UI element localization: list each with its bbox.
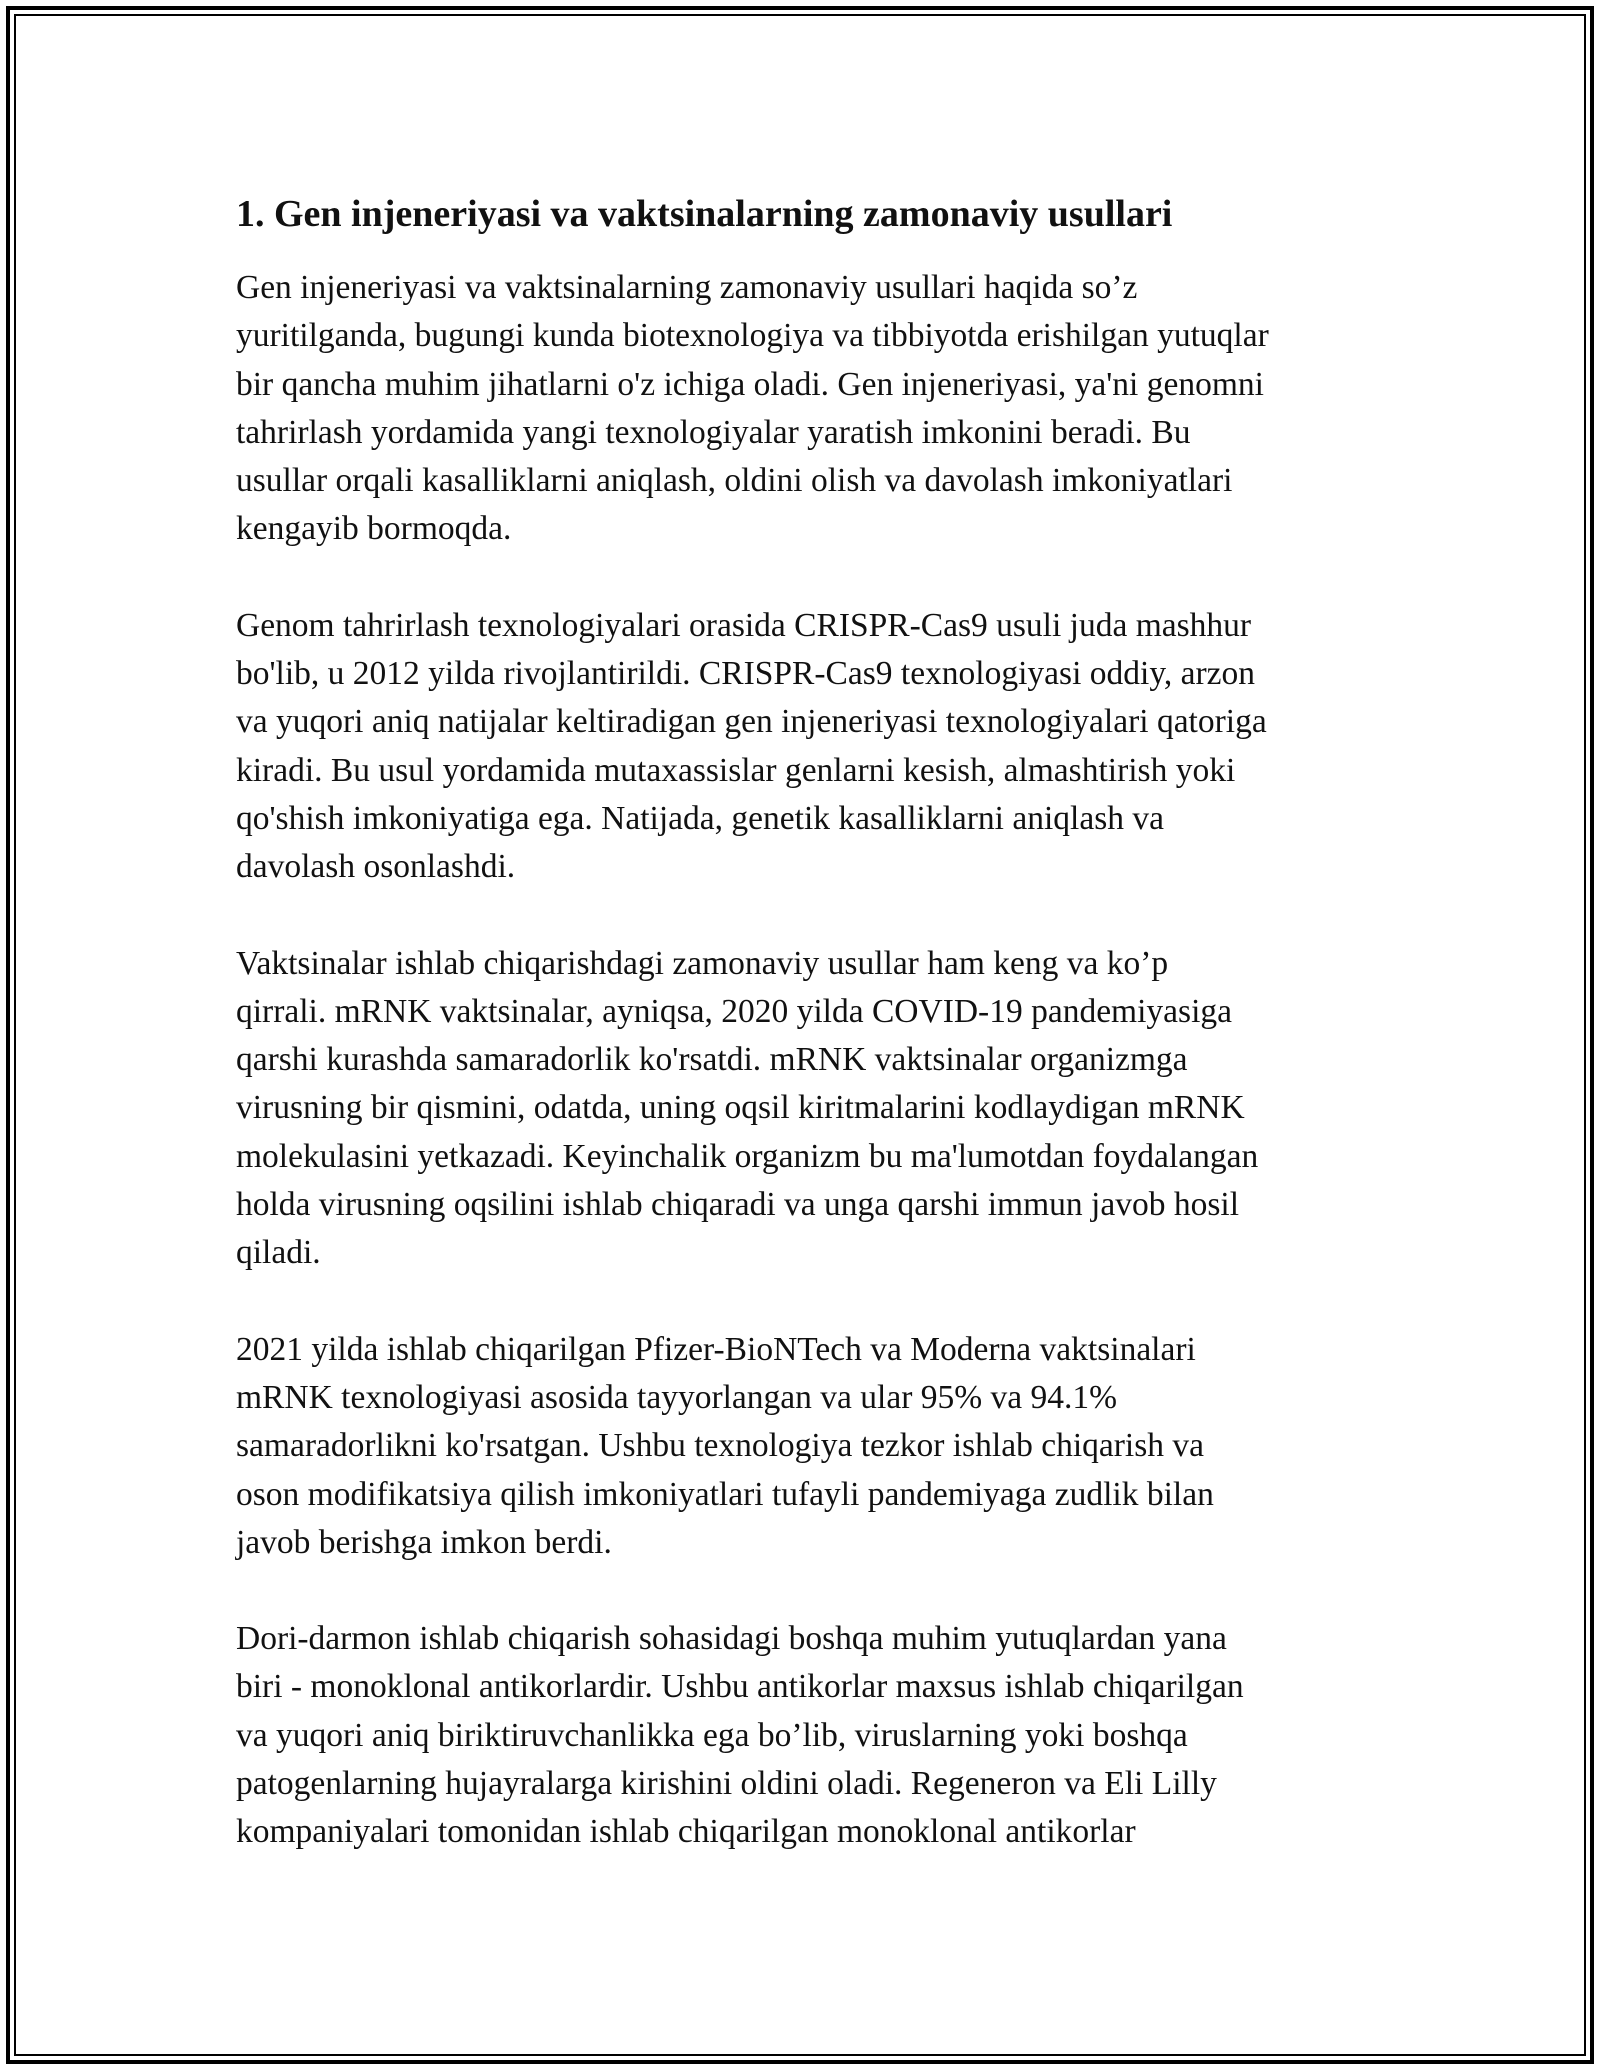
- text-line: 2021 yilda ishlab chiqarilgan Pfizer-BioNTech va Moderna vaktsinalari: [236, 1330, 1196, 1368]
- text-line: Vaktsinalar ishlab chiqarishdagi zamonaviy usullar ham keng va ko’p: [236, 944, 1169, 982]
- text-line: javob berishga imkon berdi.: [236, 1523, 612, 1561]
- document-body: [236, 186, 1376, 1905]
- text-line: va yuqori aniq natijalar keltiradigan gen injeneriyasi texnologiyalari qatoriga: [236, 703, 1267, 741]
- text-line: virusning bir qismini, odatda, uning oqsil kiritmalarini kodlaydigan mRNK: [236, 1089, 1245, 1127]
- text-line: usullar orqali kasalliklarni aniqlash, oldini olish va davolash imkoniyatlari: [236, 462, 1233, 500]
- text-line: holda virusning oqsilini ishlab chiqaradi va unga qarshi immun javob hosil: [236, 1186, 1240, 1224]
- text-line: Gen injeneriyasi va vaktsinalarning zamonaviy usullari haqida so’z: [236, 269, 1138, 306]
- text-line: qiladi.: [236, 1234, 321, 1272]
- text-line: samaradorlikni ko'rsatgan. Ushbu texnologiya tezkor ishlab chiqarish va: [236, 1427, 1204, 1465]
- text-line: qo'shish imkoniyatiga ega. Natijada, genetik kasalliklarni aniqlash va: [236, 799, 1164, 837]
- paragraph-crispr: [236, 602, 1376, 892]
- text-line: qirrali. mRNK vaktsinalar, ayniqsa, 2020 yilda COVID-19 pandemiyasiga: [236, 992, 1233, 1030]
- paragraph-mrna-vaccines: [236, 940, 1376, 1278]
- text-line: kiradi. Bu usul yordamida mutaxassislar genlarni kesish, almashtirish yoki: [236, 751, 1236, 789]
- text-line: molekulasini yetkazadi. Keyinchalik organizm bu ma'lumotdan foydalangan: [236, 1137, 1259, 1175]
- section-heading: 1. Gen injeneriyasi va vaktsinalarning zamonaviy usullari: [236, 193, 1173, 235]
- paragraph-gene-engineering-intro: [236, 264, 1376, 554]
- text-line: bo'lib, u 2012 yilda rivojlantirildi. CRISPR-Cas9 texnologiyasi oddiy, arzon: [236, 655, 1256, 693]
- text-line: bir qancha muhim jihatlarni o'z ichiga oladi. Gen injeneriyasi, ya'ni genomni: [236, 365, 1264, 403]
- text-line: patogenlarning hujayralarga kirishini oldini oladi. Regeneron va Eli Lilly: [236, 1765, 1217, 1803]
- text-line: kompaniyalari tomonidan ishlab chiqarilgan monoklonal antikorlar: [236, 1813, 1136, 1851]
- paragraph-monoclonal-antibodies: [236, 1615, 1376, 1856]
- text-line: va yuqori aniq biriktiruvchanlikka ega bo’lib, viruslarning yoki boshqa: [236, 1716, 1188, 1754]
- text-line: mRNK texnologiyasi asosida tayyorlangan va ular 95% va 94.1%: [236, 1378, 1118, 1416]
- text-line: kengayib bormoqda.: [236, 510, 512, 548]
- text-line: qarshi kurashda samaradorlik ko'rsatdi. mRNK vaktsinalar organizmga: [236, 1041, 1188, 1079]
- text-line: davolash osonlashdi.: [236, 848, 516, 886]
- text-line: yuritilganda, bugungi kunda biotexnologiya va tibbiyotda erishilgan yutuqlar: [236, 317, 1269, 355]
- text-line: biri - monoklonal antikorlardir. Ushbu antikorlar maxsus ishlab chiqarilgan: [236, 1668, 1244, 1706]
- text-line: Dori-darmon ishlab chiqarish sohasidagi boshqa muhim yutuqlardan yana: [236, 1620, 1227, 1658]
- text-line: tahrirlash yordamida yangi texnologiyalar yaratish imkonini beradi. Bu: [236, 413, 1191, 451]
- text-line: oson modifikatsiya qilish imkoniyatlari tufayli pandemiyaga zudlik bilan: [236, 1475, 1214, 1513]
- paragraph-pfizer-moderna: [236, 1326, 1376, 1567]
- text-line: Genom tahrirlash texnologiyalari orasida CRISPR-Cas9 usuli juda mashhur: [236, 606, 1252, 644]
